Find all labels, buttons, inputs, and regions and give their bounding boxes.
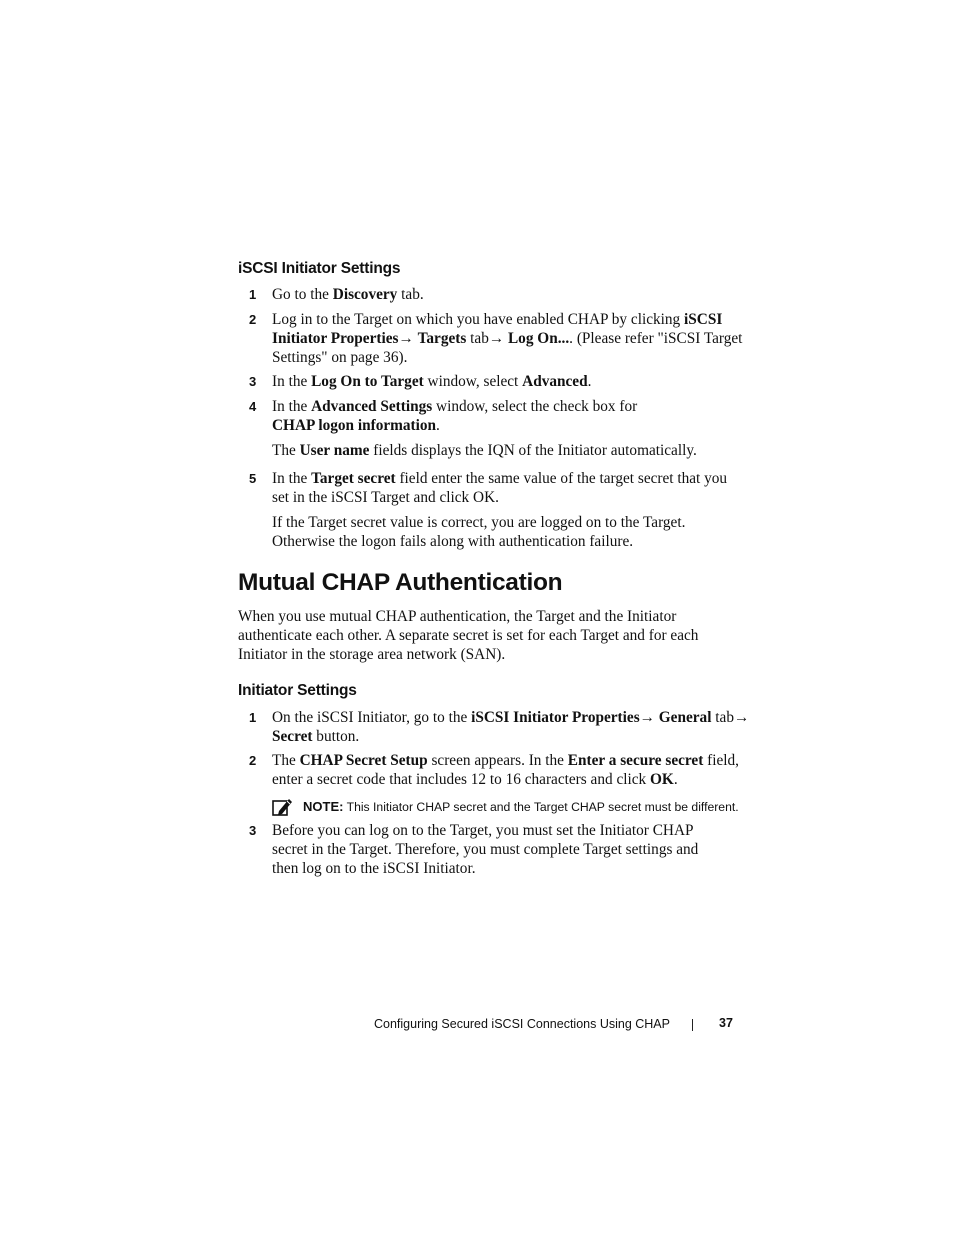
text-run: .	[436, 417, 440, 434]
text-run: then log on to the iSCSI Initiator.	[272, 860, 476, 877]
text-run: screen appears. In the	[427, 752, 568, 769]
text-run: →	[398, 330, 418, 347]
ui-term: iSCSI	[684, 311, 723, 328]
step-text	[272, 708, 749, 746]
ui-term: OK	[650, 771, 674, 788]
text-run: . (Please refer "iSCSI Target	[569, 330, 743, 347]
ui-term: Targets	[417, 330, 467, 347]
text-run: field,	[703, 752, 739, 769]
ui-term: Log On...	[507, 330, 570, 347]
text-line	[272, 821, 698, 840]
ui-term: Target secret	[311, 470, 396, 487]
text-run: Log in to the Target on which you have enabled CHAP by clicking	[272, 311, 685, 328]
text-run: set in the iSCSI Target and click OK.	[272, 489, 499, 506]
text-run: button.	[312, 728, 360, 745]
text-run: Go to the	[272, 286, 333, 303]
section-heading-initiator-settings: Initiator Settings	[238, 682, 357, 699]
step-number: 1	[249, 287, 257, 302]
text-line	[272, 513, 685, 532]
text-line	[272, 416, 637, 435]
text-run: secret in the Target. Therefore, you must complete Target settings and	[272, 841, 699, 858]
ui-term: CHAP Secret Setup	[299, 752, 428, 769]
step-paragraph	[272, 513, 685, 551]
text-run: On the iSCSI Initiator, go to the	[272, 709, 472, 726]
text-run: The	[272, 752, 300, 769]
text-run: .	[673, 771, 678, 788]
text-line	[272, 397, 637, 416]
text-line	[272, 441, 697, 460]
step-text	[272, 372, 591, 391]
text-run: →	[639, 709, 659, 726]
text-run: tab→	[711, 709, 750, 726]
mutual-chap-intro	[238, 607, 698, 664]
ui-term: Enter a secure secret	[567, 752, 704, 769]
text-run: In the	[272, 470, 312, 487]
text-run: Otherwise the logon fails along with authentication failure.	[272, 533, 634, 550]
ui-term: General	[658, 709, 712, 726]
text-run: window, select the check box for	[432, 398, 638, 415]
text-line	[272, 488, 727, 507]
text-run: Before you can log on to the Target, you must set the Initiator CHAP	[272, 822, 694, 839]
text-line	[272, 285, 424, 304]
note-text: This Initiator CHAP secret and the Target CHAP secret must be different.	[346, 800, 739, 814]
text-run: The	[272, 442, 300, 459]
text-run: enter a secret code that includes 12 to 16 characters and click	[272, 771, 651, 788]
step-text	[272, 821, 698, 878]
text-line	[272, 348, 742, 367]
note-box	[303, 799, 739, 814]
step-text	[272, 751, 739, 789]
step-number: 2	[249, 753, 257, 768]
text-run: tab.	[397, 286, 424, 303]
text-run: In the	[272, 373, 312, 390]
text-line	[272, 859, 698, 878]
text-run: .	[587, 373, 592, 390]
pencil-note-icon	[272, 797, 294, 817]
intro-line: authenticate each other. A separate secret is set for each Target and for each	[238, 627, 699, 644]
text-line	[272, 708, 749, 727]
ui-term: iSCSI Initiator Properties	[471, 709, 640, 726]
intro-line: Initiator in the storage area network (SAN).	[238, 646, 506, 663]
step-number: 3	[249, 374, 257, 389]
step-number: 4	[249, 399, 257, 414]
step-number: 2	[249, 312, 257, 327]
ui-term: User name	[299, 442, 370, 459]
section-heading-iscsi-initiator-settings: iSCSI Initiator Settings	[238, 260, 401, 277]
step-number: 3	[249, 823, 257, 838]
step-number: 1	[249, 710, 257, 725]
text-run: window, select	[423, 373, 523, 390]
ui-term: CHAP logon information	[272, 417, 437, 434]
text-run: If the Target secret value is correct, you are logged on to the Target.	[272, 514, 686, 531]
text-run: Settings" on page 36).	[272, 349, 408, 366]
note-label: NOTE:	[303, 799, 344, 814]
step-paragraph	[272, 441, 697, 460]
footer-separator	[692, 1019, 693, 1031]
ui-term: Advanced Settings	[311, 398, 433, 415]
step-text	[272, 469, 727, 507]
step-text	[272, 285, 424, 304]
text-run: In the	[272, 398, 312, 415]
step-text	[272, 310, 742, 367]
text-run: field enter the same value of the target secret that you	[395, 470, 728, 487]
ui-term: Initiator Properties	[272, 330, 399, 347]
text-run: fields displays the IQN of the Initiator automatically.	[369, 442, 697, 459]
intro-line: When you use mutual CHAP authentication, the Target and the Initiator	[238, 608, 677, 625]
ui-term: Log On to Target	[311, 373, 424, 390]
text-run: tab→	[466, 330, 508, 347]
text-line	[272, 751, 739, 770]
footer-chapter-title: Configuring Secured iSCSI Connections Using CHAP	[374, 1017, 670, 1031]
text-line	[272, 469, 727, 488]
text-line	[272, 532, 685, 551]
ui-term: Advanced	[522, 373, 588, 390]
text-line	[272, 770, 739, 789]
step-text	[272, 397, 637, 435]
text-line	[272, 840, 698, 859]
text-line	[272, 372, 591, 391]
ui-term: Discovery	[332, 286, 398, 303]
text-line	[272, 329, 742, 348]
ui-term: Secret	[272, 728, 313, 745]
section-heading-mutual-chap: Mutual CHAP Authentication	[238, 569, 563, 596]
text-line	[272, 310, 742, 329]
text-line	[272, 727, 749, 746]
footer-page-number: 37	[719, 1016, 733, 1030]
step-number: 5	[249, 471, 257, 486]
